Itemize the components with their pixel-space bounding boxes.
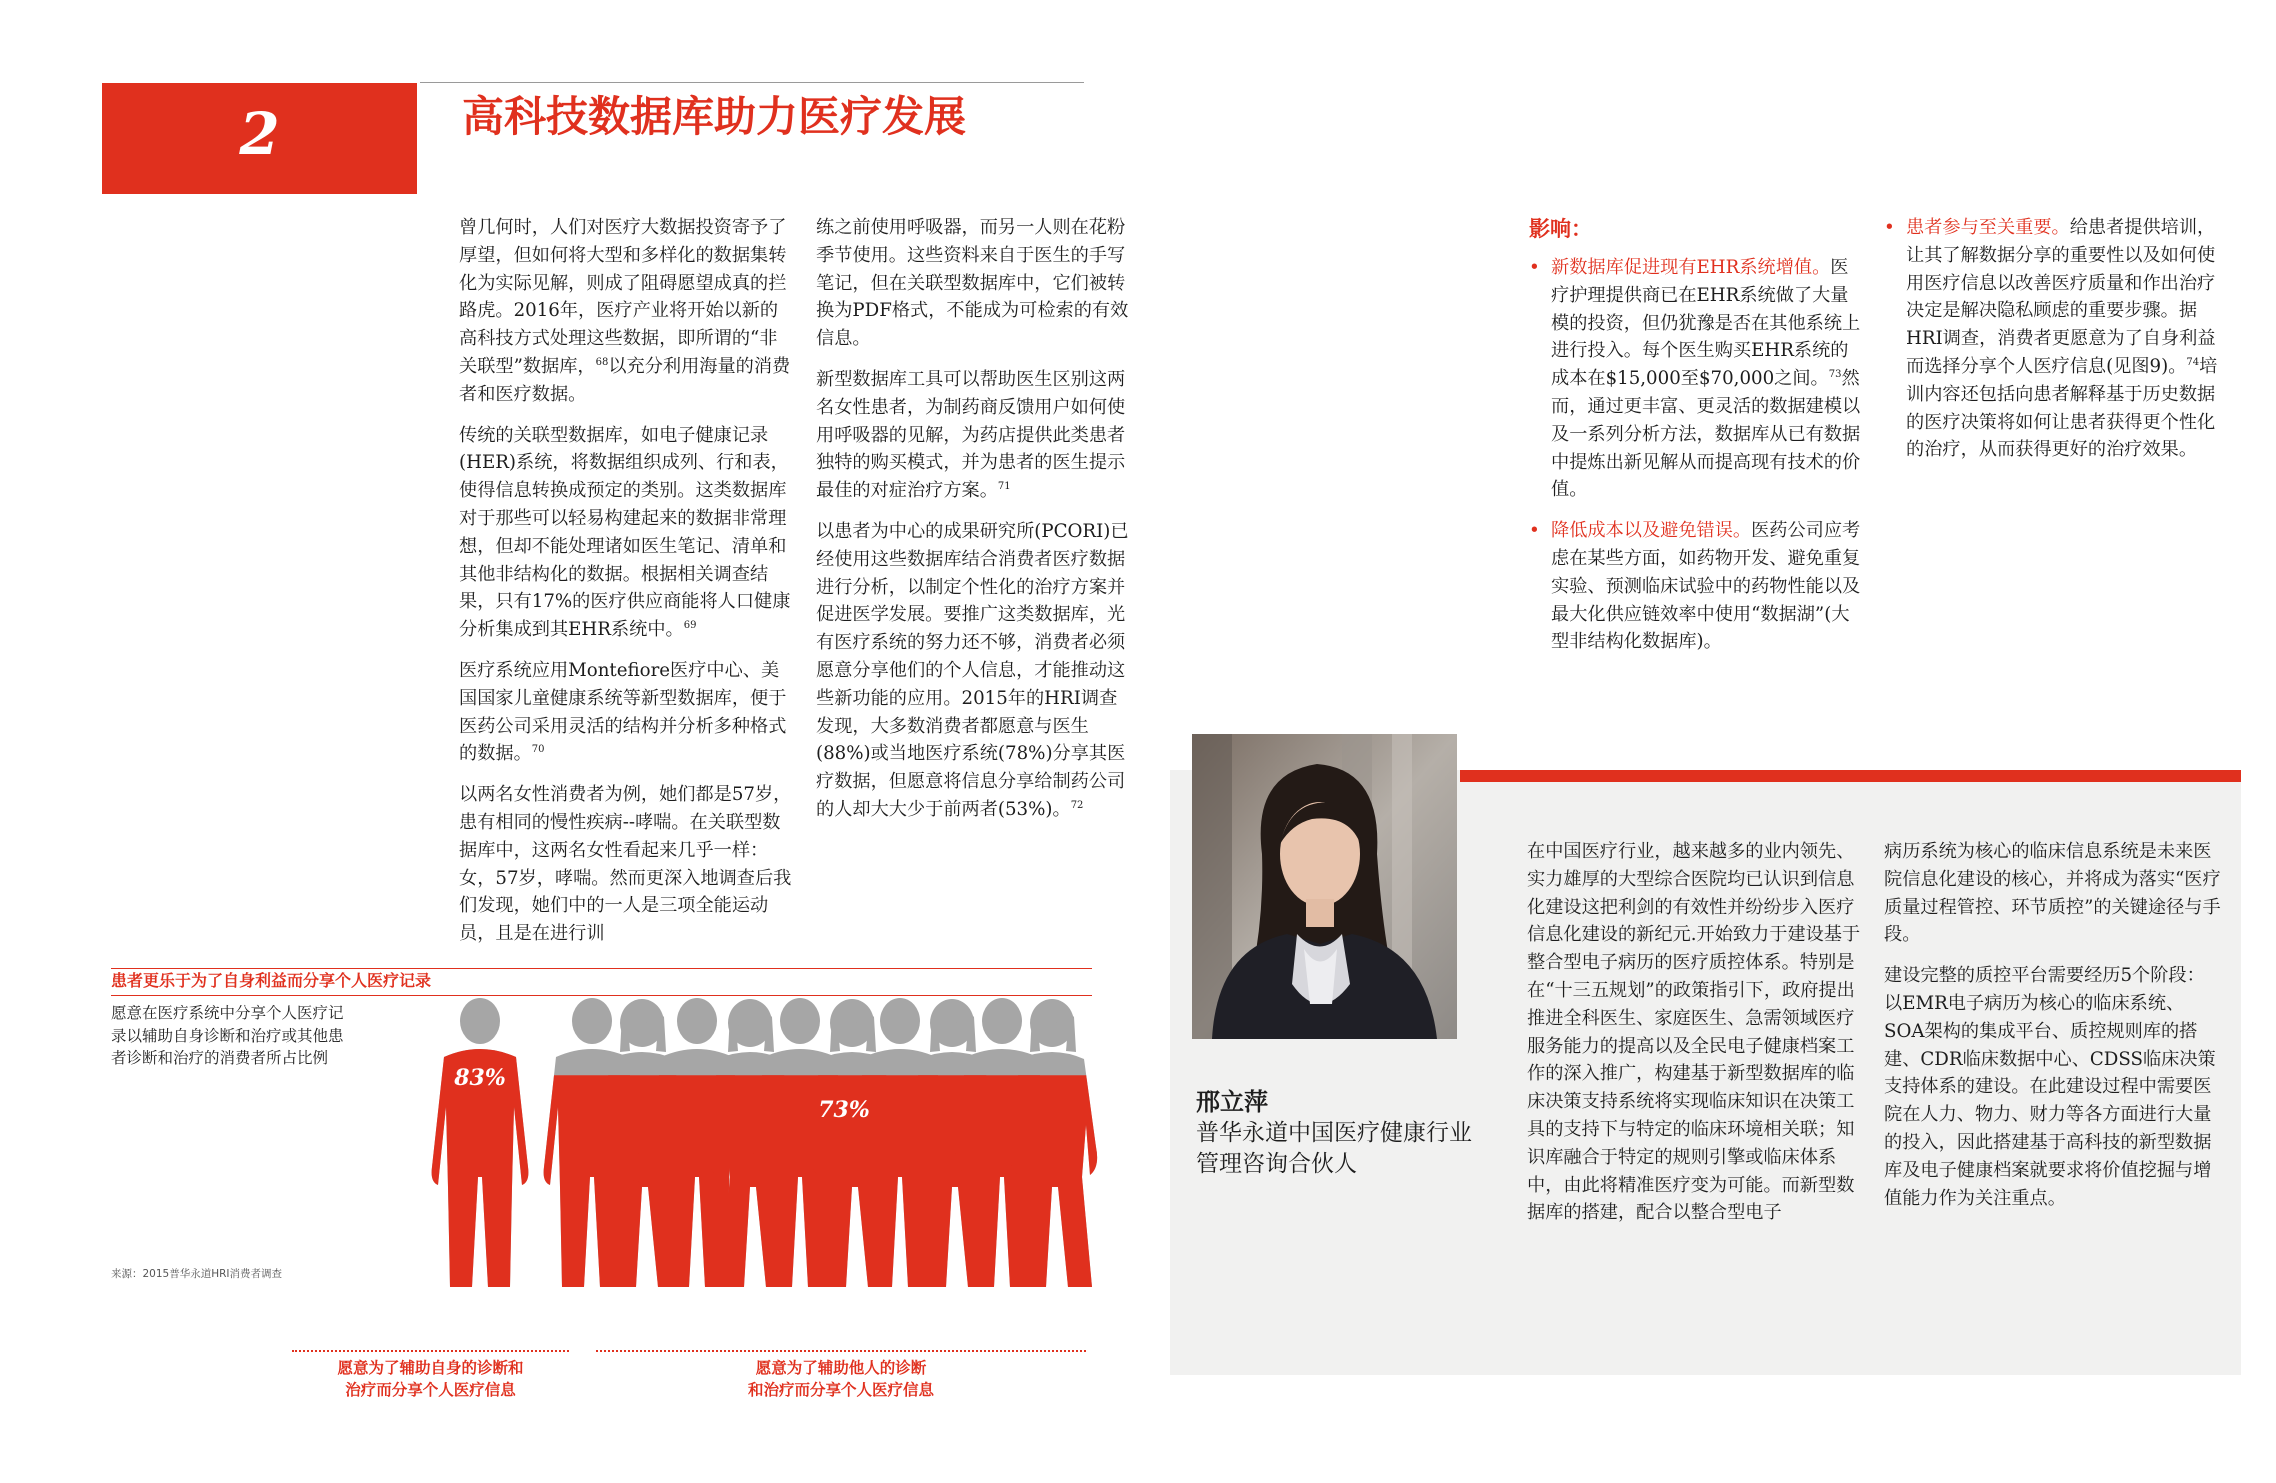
paragraph: 曾几何时，人们对医疗大数据投资寄予了厚望，但如何将大型和多样化的数据集转化为实际见解，则成了阻碍愿望成真的拦路虎。2016年，医疗产业将开始以新的高科技方式处理这些数据，即所谓的“非关联型”数据库，$^{68}$以充分利用海量的消费者和医疗数据。 [459,217,791,405]
paragraph: 新型数据库工具可以帮助医生区别这两名女性患者，为制药商反馈用户如何使用呼吸器的见解，为药店提供此类患者独特的购买模式，并为患者的医生提示最佳的对症治疗方案。$^{71}$ [816,368,1126,502]
paragraph: 练之前使用呼吸器，而另一人则在花粉季节使用。这些资料来自于医生的手写笔记，但在关联型数据库中，它们被转换为PDF格式，不能成为可检索的有效信息。 [816,217,1129,350]
text-column-1 [459,214,795,961]
impact-bullet-3: • 患者参与至关重要。给患者提供培训，让其了解数据分享的重要性以及如何使用医疗信息以改善医疗质量和作出治疗决定是解决隐私顾虑的重要步骤。据HRI调查，消费者更愿意为了自身利益而选择分享个人医疗信息(见图9)。$^{74}$培训内容还包括向患者解释基于历史数据的医疗决策将如何让患者获得更个性化的治疗，从而获得更好的治疗效果。 [1884,214,2224,464]
value-label-self: 83% [454,1065,506,1091]
impact-heading: 影响： [1529,216,1592,241]
interviewee-name: 邢立萍 [1196,1087,1268,1116]
section-number-box [102,83,417,194]
impact-bullet-2: • 降低成本以及避免错误。医药公司应考虑在某些方面，如药物开发、避免重复实验、预测临床试验中的药物性能以及最大化供应链效率中使用“数据湖”(大型非结构化数据库)。 [1529,517,1865,656]
impact-column-2 [1884,214,2224,477]
self-group-underline [292,1350,569,1352]
figure-description: 愿意在医疗系统中分享个人医疗记录以辅助自身诊断和治疗或其他患者诊断和治疗的消费者所占比例 [111,1004,344,1067]
figure-source: 来源：2015普华永道HRI消费者调查 [111,1268,283,1280]
interview-column-1 [1527,838,1863,1240]
interview-red-bar [1460,770,2241,782]
paragraph: 以患者为中心的成果研究所(PCORI)已经使用这些数据库结合消费者医疗数据进行分析，以制定个性化的治疗方案并促进医学发展。要推广这类数据库，光有医疗系统的努力还不够，消费者必须愿意分享他们的个人信息，才能推动这些新功能的应用。2015年的HRI调查发现，大多数消费者都愿意与医生(88%)或当地医疗系统(78%)分享其医疗数据，但愿意将信息分享给制药公司的人却大大少于前两者(53%)。$^{72}$ [816,520,1129,820]
paragraph: 以两名女性消费者为例，她们都是57岁，患有相同的慢性疾病--哮喘。在关联型数据库中，这两名女性看起来几乎一样：女，57岁，哮喘。然而更深入地调查后我们发现，她们中的一人是三项全能运动员，且是在进行训 [459,784,792,945]
impact-column-1 [1529,214,1865,669]
paragraph: 病历系统为核心的临床信息系统是未来医院信息化建设的核心，并将成为落实“医疗质量过程管控、环节质控”的关键途径与手段。 [1884,841,2221,946]
header-rule [420,82,1084,83]
paragraph: 传统的关联型数据库，如电子健康记录(HER)系统，将数据组织成列、行和表，使得信息转换成预定的类别。这类数据库对于那些可以轻易构建起来的数据非常理想，但却不能处理诸如医生笔记、清单和其他非结构化的数据。根据相关调查结果，只有17%的医疗供应商能将人口健康分析集成到其EHR系统中。$^{69}$ [459,424,791,641]
interview-column-2 [1884,838,2222,1225]
section-number: 2 [239,100,280,168]
people-chart [102,985,1102,1295]
text-column-2 [816,214,1130,837]
value-label-others: 73% [818,1097,870,1123]
section-title: 高科技数据库助力医疗发展 [462,92,967,141]
paragraph: 医疗系统应用Montefiore医疗中心、美国国家儿童健康系统等新型数据库，便于医药公司采用灵活的结构并分析多种格式的数据。$^{70}$ [459,659,787,765]
others-group-underline [596,1350,1086,1352]
self-group-caption: 愿意为了辅助自身的诊断和 治疗而分享个人医疗信息 [337,1359,524,1399]
paragraph: 在中国医疗行业，越来越多的业内领先、实力雄厚的大型综合医院均已认识到信息化建设这把利剑的有效性并纷纷步入医疗信息化建设的新纪元.开始致力于建设基于整合型电子病历的医疗质控体系。特别是在“十三五规划”的政策指引下，政府提出推进全科医生、家庭医生、急需领域医疗服务能力的提高以及全民电子健康档案工作的深入推广，构建基于新型数据库的临床决策支持系统将实现临床知识在决策工具的支持下与特定的临床环境相关联；知识库融合于特定的规则引擎或临床体系中，由此将精准医疗变为可能。而新型数据库的搭建，配合以整合型电子 [1527,841,1861,1224]
others-group-caption: 愿意为了辅助他人的诊断 和治疗而分享个人医疗信息 [747,1359,934,1399]
impact-bullet-1: • 新数据库促进现有EHR系统增值。医疗护理提供商已在EHR系统做了大量模的投资，但仍犹豫是否在其他系统上进行投入。每个医生购买EHR系统的成本在$15,000至$70,000之间。$^{73}$然而，通过更丰富、更灵活的数据建模以及一系列分析方法，数据库从已有数据中提炼出新见解从而提高现有技术的价值。 [1529,254,1865,504]
portrait-photo [1192,734,1457,1039]
interviewee-role: 普华永道中国医疗健康行业 管理咨询合伙人 [1196,1120,1472,1177]
figure-title: 患者更乐于为了自身利益而分享个人医疗记录 [111,971,432,990]
paragraph: 建设完整的质控平台需要经历5个阶段：以EMR电子病历为核心的临床系统、SOA架构的集成平台、质控规则库的搭建、CDR临床数据中心、CDSS临床决策支持体系的建设。在此建设过程中需要医院在人力、物力、财力等各方面进行大量的投入，因此搭建基于高科技的新型数据库及电子健康档案就要求将价值挖掘与增值能力作为关注重点。 [1884,965,2216,1209]
figure-title-rule [111,968,1092,969]
